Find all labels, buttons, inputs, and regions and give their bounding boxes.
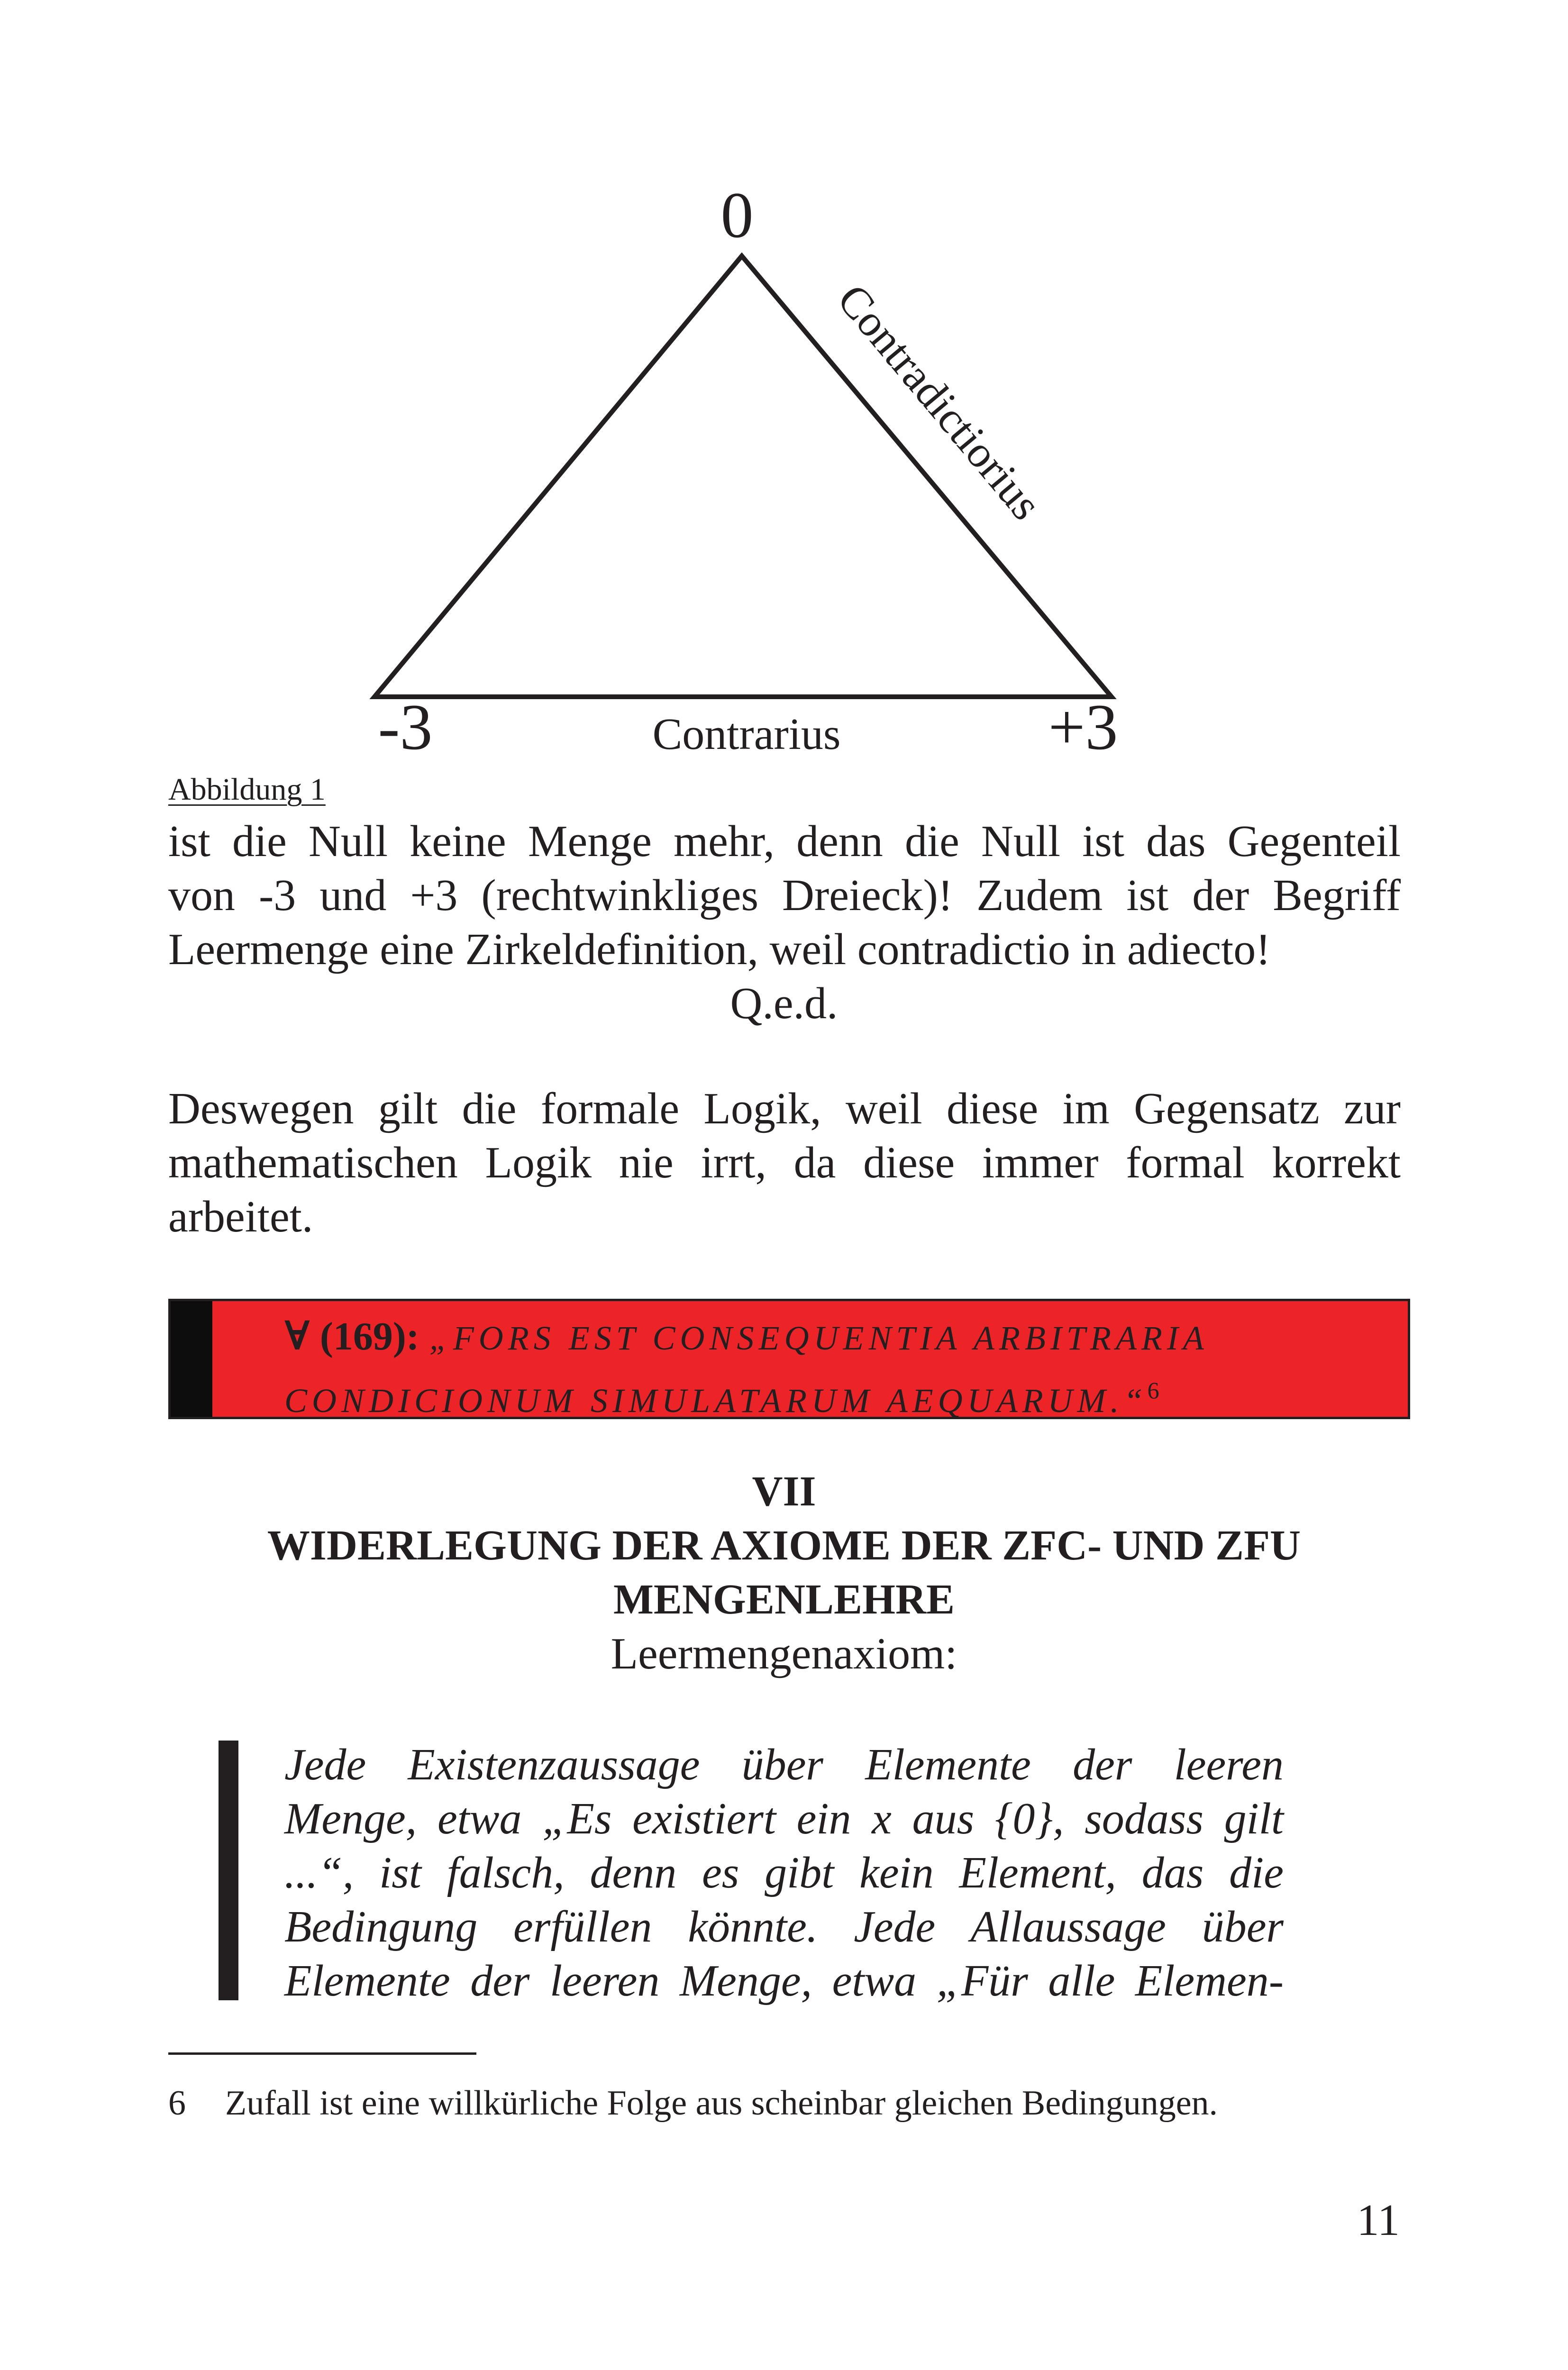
block-quote-line: Elemente der leeren Menge, etwa „Für alle Elemen- bbox=[284, 1956, 1284, 2005]
triangle-figure bbox=[0, 0, 1568, 777]
paragraph-1-line: von -3 und +3 (rechtwinkliges Dreieck)! Zudem ist der Begriff bbox=[168, 871, 1401, 920]
paragraph-2-line: arbeitet. bbox=[168, 1192, 313, 1241]
edge-label-bottom: Contrarius bbox=[652, 710, 841, 759]
quote-box-text bbox=[284, 1311, 1375, 1427]
quote-line-2: CONDICIONUM SIMULATARUM AEQUARUM.“ bbox=[284, 1382, 1148, 1420]
vertex-label-left: -3 bbox=[378, 691, 433, 763]
page-number: 11 bbox=[1357, 2196, 1400, 2245]
edge-label-diagonal: Contradictiorius bbox=[828, 275, 1051, 529]
section-title-line-1: WIDERLEGUNG DER AXIOME DER ZFC- UND ZFU bbox=[267, 1522, 1301, 1569]
block-quote-line: Menge, etwa „Es existiert ein x aus {0}, sodass gilt bbox=[284, 1794, 1284, 1843]
figure-caption: Abbildung 1 bbox=[168, 772, 326, 807]
block-quote bbox=[284, 1738, 1284, 2008]
vertex-label-top: 0 bbox=[720, 179, 754, 251]
block-quote-bar bbox=[219, 1741, 238, 2000]
quote-box-bar bbox=[171, 1301, 212, 1417]
block-quote-line: ...“, ist falsch, denn es gibt kein Element, das die bbox=[284, 1848, 1284, 1897]
paragraph-2-line: Deswegen gilt die formale Logik, weil diese im Gegensatz zur bbox=[168, 1084, 1401, 1133]
footnote-number: 6 bbox=[168, 2084, 186, 2123]
footnote-rule bbox=[168, 2052, 476, 2055]
footnote-text: Zufall ist eine willkürliche Folge aus scheinbar gleichen Bedingungen. bbox=[225, 2084, 1218, 2123]
section-numeral: VII bbox=[752, 1468, 816, 1515]
quote-box bbox=[168, 1299, 1410, 1419]
quote-line-1: „FORS EST CONSEQUENTIA ARBITRARIA bbox=[429, 1319, 1209, 1357]
paragraph-2 bbox=[168, 1082, 1401, 1244]
block-quote-line: Jede Existenzaussage über Elemente der leeren bbox=[284, 1740, 1284, 1789]
block-quote-line: Bedingung erfüllen könnte. Jede Allaussage über bbox=[284, 1902, 1284, 1951]
qed-line: Q.e.d. bbox=[730, 979, 838, 1028]
paragraph-1 bbox=[168, 814, 1401, 976]
section-title-line-2: MENGENLEHRE bbox=[613, 1576, 955, 1623]
footnote bbox=[168, 2082, 1218, 2124]
paragraph-1-line: Leermenge eine Zirkeldefinition, weil contradictio in adiecto! bbox=[168, 925, 1271, 974]
paragraph-2-line: mathematischen Logik nie irrt, da diese immer formal korrekt bbox=[168, 1138, 1401, 1187]
vertex-label-right: +3 bbox=[1048, 691, 1118, 763]
footnote-reference: 6 bbox=[1147, 1377, 1159, 1404]
quote-label: ∀ (169): bbox=[284, 1314, 419, 1358]
section-subtitle: Leermengenaxiom: bbox=[611, 1629, 957, 1678]
paragraph-1-line: ist die Null keine Menge mehr, denn die Null ist das Gegenteil bbox=[168, 817, 1401, 866]
